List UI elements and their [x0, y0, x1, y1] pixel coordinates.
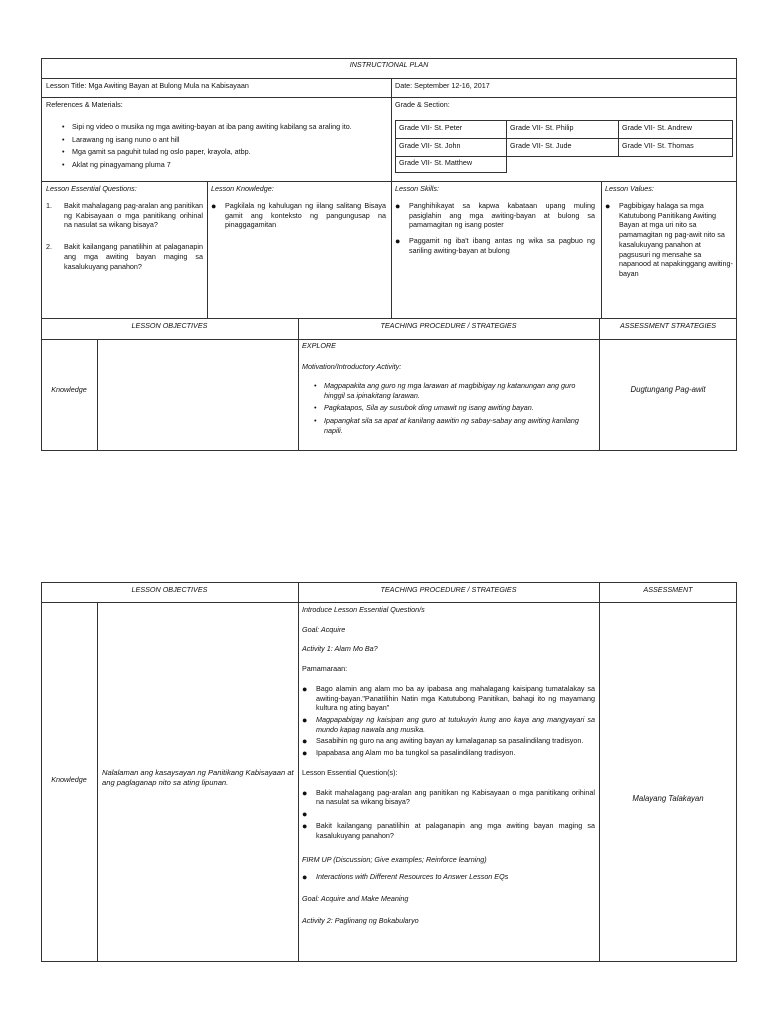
goal-2: Goal: Acquire and Make Meaning	[302, 893, 409, 903]
list-item: ● Paggamit ng iba't ibang antas ng wika sa pagbuo ng sariling awiting-bayan at bulong	[395, 236, 595, 255]
lesson-date: Date: September 12-16, 2017	[395, 81, 490, 90]
leq-label: Lesson Essential Question(s):	[302, 767, 398, 777]
grade-section-label: Grade & Section:	[395, 100, 450, 109]
procedure-list	[314, 381, 594, 439]
eq-label: Lesson Essential Questions:	[46, 184, 137, 193]
section-cell: Grade VII- St. Jude	[506, 138, 619, 157]
lesson-title: Lesson Title: Mga Awiting Bayan at Bulong Mula na Kabisayaan	[46, 81, 249, 90]
skills-list	[395, 201, 595, 256]
list-item: ● Magpapabigay ng kaisipan ang guro at tutukuyin kung ano kaya ang mangyayari sa mundo kapag nawala ang musika.	[302, 715, 595, 734]
pamamaraan-label: Pamamaraan:	[302, 664, 348, 674]
assessment-text: Malayang Talakayan	[632, 794, 704, 803]
values-label: Lesson Values:	[605, 184, 654, 193]
eq-list	[46, 201, 203, 271]
row-label-knowledge: Knowledge	[51, 775, 87, 784]
col-assessment: ASSESSMENT STRATEGIES	[619, 321, 717, 330]
list-item: ● Panghihikayat sa kapwa kabataan upang muling pasiglahin ang mga awiting-bayan at bulong sa pamamagitan ng isang poster	[395, 201, 595, 230]
col-assessment: ASSESSMENT	[643, 585, 693, 594]
col-procedure: TEACHING PROCEDURE / STRATEGIES	[380, 321, 517, 330]
goal-1: Goal: Acquire	[302, 624, 346, 634]
list-item: • Magpapakita ang guro ng mga larawan at magbibigay ng katanungan ang guro hinggil sa ipinakitang larawan.	[314, 381, 576, 400]
assessment-text: Dugtungang Pag-awit	[630, 385, 706, 394]
list-item: • Aklat ng pinagyamang pluma 7	[62, 160, 171, 170]
knowledge-item: ● Pagkilala ng kahulugan ng iilang salitang Bisaya gamit ang konteksto ng pangungusap na pinaggagamitan	[211, 201, 386, 230]
section-cell: Grade VII- St. Matthew	[395, 156, 507, 173]
objective-text: Nalalaman ang kasaysayan ng Panitikang Kabisayaan at ang paglaganap nito sa ating lipunan.	[102, 768, 294, 788]
motivation-label: Motivation/Introductory Activity:	[302, 362, 402, 371]
list-item: 1. Bakit mahalagang pag-aralan ang panitikan ng Kabisayaan o mga panitikang orihinal na nasulat sa wikang bisaya?	[46, 201, 203, 230]
list-item: ● Bakit kailangang panatilihin at palaganapin ang mga awiting bayan maging sa kasalukuyang panahon?	[302, 821, 595, 840]
activity-1: Activity 1: Alam Mo Ba?	[302, 644, 378, 654]
list-item: ● Bago alamin ang alam mo ba ay ipabasa ang mahalagang kaisipang tumatalakay sa awiting-bayan."Panatilihin Natin mga Katutubong Panitikan, bahagi ito ng mayamang kultura ng ating bayan"	[302, 683, 595, 713]
list-item: • Pagkatapos, Sila ay susubok ding umawit ng isang awiting bayan.	[314, 403, 534, 413]
list-item: • Ipapangkat sila sa apat at kanilang aawitin ng sabay-sabay ang awiting kanilang napili.	[314, 416, 579, 435]
section-cell: Grade VII- St. Peter	[395, 120, 507, 139]
intro-label: Introduce Lesson Essential Question/s	[302, 605, 425, 614]
skills-label: Lesson Skills:	[395, 184, 439, 193]
plan-header: INSTRUCTIONAL PLAN	[349, 60, 429, 69]
list-item: • Larawang ng isang nuno o ant hill	[62, 134, 180, 144]
references-label: References & Materials:	[46, 100, 123, 109]
section-cell: Grade VII- St. Philip	[506, 120, 619, 139]
activity-2: Activity 2: Paglinang ng Bokabularyo	[302, 915, 419, 925]
row-label-knowledge: Knowledge	[51, 385, 87, 394]
col-procedure: TEACHING PROCEDURE / STRATEGIES	[380, 585, 517, 594]
leq-list	[302, 788, 595, 841]
list-item: 2. Bakit kailangang panatilihin at palaganapin ang mga awiting bayan maging sa kasalukuyang panahon?	[46, 242, 203, 271]
explore-label: EXPLORE	[302, 341, 336, 350]
list-item: ● Bakit mahalagang pag-aralan ang panitikan ng Kabisayaan o mga panitikang orihinal na nasulat sa wikang bisaya?	[302, 787, 595, 807]
list-item: ●	[302, 809, 308, 820]
section-cell: Grade VII- St. John	[395, 138, 507, 157]
col-objectives: LESSON OBJECTIVES	[131, 585, 208, 594]
list-item: ● Ipapabasa ang Alam mo ba tungkol sa pasalindilang tradisyon.	[302, 748, 516, 759]
references-list	[62, 122, 387, 173]
values-item: ● Pagbibigay halaga sa mga Katutubong Panitikang Awiting Bayan at mga uri nito sa pamamagitan ng pag-awit nito sa kasalukuyang panahon at pagsusuri ng mensahe sa napanood at napakinggang awiting-bayan	[605, 201, 733, 279]
knowledge-label: Lesson Knowledge:	[211, 184, 274, 193]
section-cell: Grade VII- St. Thomas	[618, 138, 733, 157]
list-item: • Mga gamit sa paguhit tulad ng oslo paper, krayola, atbp.	[62, 147, 251, 157]
firmup-label: FIRM UP (Discussion; Give examples; Reinforce learning)	[302, 854, 487, 864]
procedure-content	[302, 605, 595, 925]
section-cell: Grade VII- St. Andrew	[618, 120, 733, 139]
col-objectives: LESSON OBJECTIVES	[131, 321, 208, 330]
steps-list	[302, 684, 595, 758]
firmup-item: ● Interactions with Different Resources to Answer Lesson EQs	[302, 872, 509, 883]
list-item: • Sipi ng video o musika ng mga awiting-bayan at iba pang awiting kabilang sa araling ito.	[62, 122, 352, 131]
list-item: ● Sasabihin ng guro na ang awiting bayan ay lumalaganap sa pasalindilang tradisyon.	[302, 736, 584, 747]
